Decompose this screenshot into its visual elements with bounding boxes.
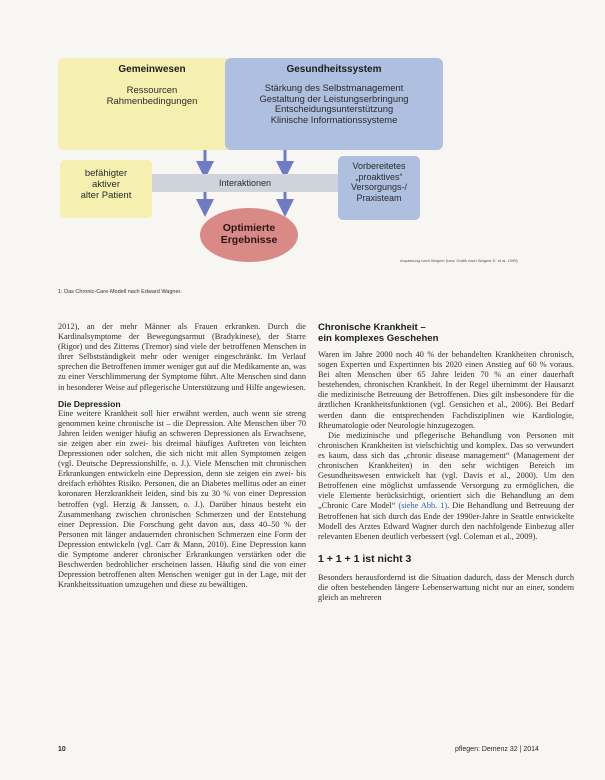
gesundheitssystem-line: Gestaltung der Leistungserbringung bbox=[259, 92, 409, 104]
gesundheitssystem-line: Entscheidungsunterstützung bbox=[274, 103, 394, 114]
paragraph bbox=[318, 431, 574, 542]
patient-line: befähigter bbox=[84, 168, 128, 179]
paragraph-part: . Die Behandlung und Betreuung der Betroffenen hat sich durch das Ende der 1990er-Jahre in Seattle entwickelte Modell des Arztes Edward Wagner durch den nachfolgende Einbezug aller relevanten Ebenen deutlich verbessert (vgl. Coleman et al., 2009). bbox=[318, 501, 575, 541]
chronic-care-model-figure bbox=[0, 0, 605, 295]
page-number: 10 bbox=[58, 746, 66, 753]
box-gemeinwesen bbox=[58, 58, 246, 150]
paragraph-part: Die medizinische und pflegerische Behandlung von Personen mit chronischen Krankheiten ist vielschichtig und komplex. Das so verwundert es kaum, dass sich das „chronic disease management“ (Management der chronischen Krankheiten) in den sehr wichtigen Bereich im Gesundheitswesen entwickelt hat (vgl. Davis et al., 2000). Um den Betroffenen eine möglichst umfassende Versorgung zu ermöglichen, die viele Elemente berücksichtigt, orientiert sich die Behandlung an dem „Chronic Care Model“ bbox=[318, 430, 574, 511]
interaktionen-bar: Interaktionen bbox=[152, 174, 338, 192]
paragraph: 2012), an der mehr Männer als Frauen erkranken. Durch die Kardinalsymptome der Bewegungsarmut (Bradykinese), der Starre (Rigor) und des Zitterns (Tremor) sind viele der betroffenen Menschen in ihrer Selbstständigkeit mehr oder weniger eingeschränkt. Im Verlauf sprechen die Betroffenen immer weniger gut auf die Medikamente an, was zu einer Verschlimmerung der Symptome führt. Alte Menschen sind dann in besonderer Weise auf pflegerische Unterstützung und Hilfe angewiesen. bbox=[58, 322, 306, 392]
patient-line: aktiver bbox=[92, 179, 120, 190]
gesundheitssystem-line: Klinische Informationssysteme bbox=[270, 113, 398, 125]
journal-title: pflegen: Demenz 32 | 2014 bbox=[455, 746, 539, 753]
heading-chronisch bbox=[318, 322, 574, 344]
gesundheitssystem-line: Stärkung des Selbstmanagement bbox=[264, 82, 404, 93]
gemeinwesen-line: Ressourcen bbox=[126, 85, 178, 96]
praxisteam-line: „proaktives“ bbox=[355, 171, 403, 182]
heading-depression: Die Depression bbox=[58, 398, 121, 409]
left-column bbox=[58, 322, 306, 590]
paragraph: Besonders herausfordernd ist die Situation dadurch, dass der Mensch durch die often bestehenden längere Lebenserwartung nicht nur an einer, sondern gleich an mehreren bbox=[318, 572, 574, 602]
figure-source: Anpassung nach Wagner (bzw. Grafik nach Wagner E. et al. 1999) bbox=[400, 258, 518, 263]
figure-caption: 1: Das Chronic-Care-Modell nach Edward Wagner. bbox=[58, 289, 182, 295]
ergebnisse-line: Optimierte bbox=[222, 222, 276, 234]
box-praxisteam bbox=[338, 156, 420, 220]
gesundheitssystem-title: Gesundheitssystem bbox=[286, 64, 382, 75]
patient-line: alter Patient bbox=[80, 190, 132, 201]
ergebnisse-ellipse bbox=[200, 208, 298, 262]
gemeinwesen-line: Rahmenbedingungen bbox=[106, 96, 198, 107]
praxisteam-line: Versorgungs-/ bbox=[350, 182, 408, 192]
paragraph: Eine weitere Krankheit soll hier erwähnt werden, auch wenn sie streng genommen keine chronische ist – die Depression. Alte Menschen über 70 Jahren leiden weniger häufig an schweren Depressionen als Erwachsene, sie zeigen aber ein zwei- bis dreimal häufiges Auftreten von leichten Depressionen oder solchen, die sich nicht mit allen Symptomen zeigen (vgl. Deutsche Depressionshilfe, o. J.). Viele Menschen mit chronischen Erkrankungen entwickeln eine Depression, denn sie zeigen ein zwei- bis dreifach erhöhtes Risiko. Personen, die an Diabetes mellitus oder an einer koronaren Herzkrankheit leiden, sind bis zu 30 % von einer Depression betroffen (vgl. Herzig & Janssen, o. J.). Darüber hinaus besteht ein Zusammenhang zwischen chronischen Schmerzen und der Entstehung einer Depression. Die Forschung geht davon aus, dass 40–50 % der Personen mit länger andauernden chronischen Schmerzen eine Form der Depression entwickeln (vgl. Carr & Mann, 2010). Eine Depression kann die Symptome anderer chronischer Erkrankungen verstärken oder die Beschwerden bedrohlicher erscheinen lassen. Häufig sind die von einer Depression betroffenen alten Menschen weniger gut in der Lage, mit der Krankheitssituation umzugehen und diese zu bewältigen. bbox=[58, 408, 306, 590]
praxisteam-line: Praxisteam bbox=[356, 192, 402, 203]
figure-reference-link[interactable]: (siehe Abb. 1) bbox=[398, 501, 448, 511]
heading-one-plus-one: 1 + 1 + 1 ist nicht 3 bbox=[318, 552, 412, 565]
ergebnisse-line: Ergebnisse bbox=[220, 234, 278, 246]
paragraph: Waren im Jahre 2000 noch 40 % der behandelten Krankheiten chronisch, sogen Experten und Expertinnen bis 2020 einen Anstieg auf 60 % voraus. Bei alten Menschen über 65 Jahre leiden 70 % an einer dauerhaft bestehenden, chronischen Krankheit. In der Regel übernimmt der Hausarzt die medizinische Betreuung der Betroffenen. Dies gilt insbesondere für die ärztlichen Krankheitsfunktionen (vgl. Gensichen et al., 2006). Bei Bedarf werden dann die entsprechenden Fachdisziplinen wie Kardiologie, Rheumatologie oder Neurologie hinzugezogen. bbox=[318, 350, 574, 430]
heading-chronisch-line1: Chronische Krankheit – bbox=[318, 322, 426, 333]
praxisteam-line: Vorbereitetes bbox=[352, 161, 406, 171]
box-patient bbox=[60, 160, 152, 218]
right-column bbox=[318, 322, 574, 603]
box-gesundheitssystem bbox=[225, 58, 443, 150]
heading-chronisch-line2: ein komplexes Geschehen bbox=[318, 333, 439, 344]
gemeinwesen-title: Gemeinwesen bbox=[118, 64, 186, 75]
